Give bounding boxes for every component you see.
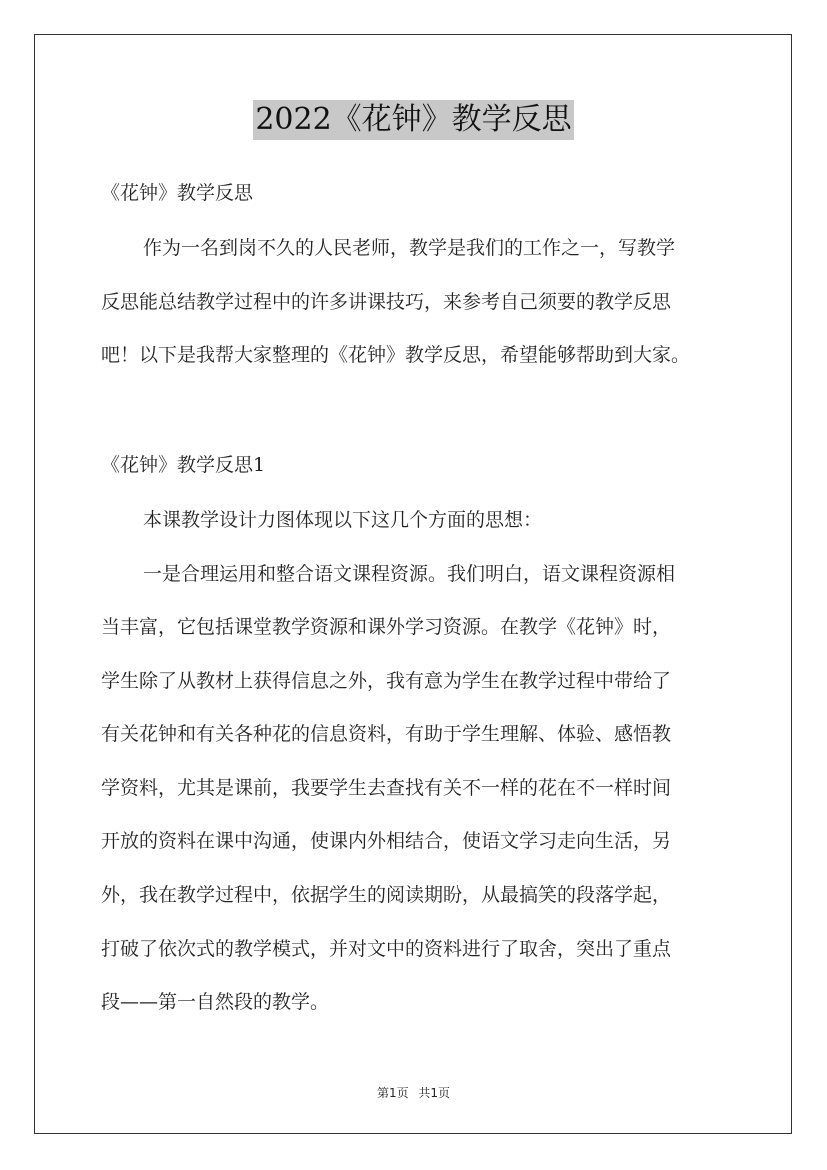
body-line: 当丰富，它包括课堂教学资源和课外学习资源。在教学《花钟》时， [101, 616, 672, 638]
body-line: 段——第一自然段的教学。 [101, 991, 330, 1013]
intro-line: 作为一名到岗不久的人民老师，教学是我们的工作之一，写教学 [143, 237, 676, 259]
body-line: 有关花钟和有关各种花的信息资料，有助于学生理解、体验、感悟教 [101, 723, 672, 745]
body-line: 学资料，尤其是课前，我要学生去查找有关不一样的花在不一样时间 [101, 777, 672, 799]
body-line: 外，我在教学过程中，依据学生的阅读期盼，从最搞笑的段落学起， [101, 884, 672, 906]
title-wrap [0, 100, 827, 140]
section-intro: 本课教学设计力图体现以下这几个方面的思想： [143, 509, 543, 531]
page-footer [0, 1084, 827, 1101]
page-total: 共1页 [418, 1086, 451, 1100]
intro-line: 吧！以下是我帮大家整理的《花钟》教学反思，希望能够帮助到大家。 [101, 344, 691, 366]
body-line: 一是合理运用和整合语文课程资源。我们明白，语文课程资源相 [143, 563, 676, 585]
document-title: 2022《花钟》教学反思 [253, 100, 573, 140]
section-heading: 《花钟》教学反思1 [101, 454, 266, 476]
intro-line: 反思能总结教学过程中的许多讲课技巧，来参考自己须要的教学反思 [101, 291, 672, 313]
page-number: 第1页 [376, 1086, 409, 1100]
document-subtitle: 《花钟》教学反思 [101, 182, 254, 204]
body-line: 打破了依次式的教学模式，并对文中的资料进行了取舍，突出了重点 [101, 938, 672, 960]
body-line: 开放的资料在课中沟通，使课内外相结合，使语文学习走向生活，另 [101, 830, 672, 852]
body-line: 学生除了从教材上获得信息之外，我有意为学生在教学过程中带给了 [101, 670, 672, 692]
